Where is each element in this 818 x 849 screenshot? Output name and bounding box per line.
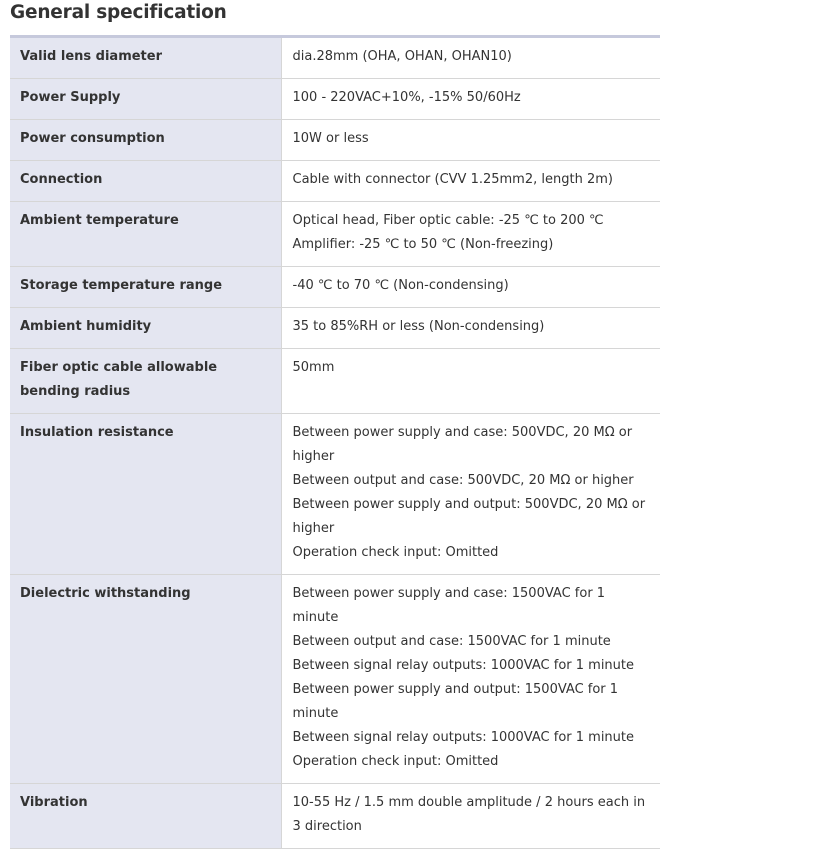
spec-value-line: 10W or less [292, 131, 369, 146]
spec-value [281, 308, 660, 349]
spec-label: Ambient humidity [10, 308, 281, 349]
table-row [10, 414, 660, 575]
spec-value-line: Amplifier: -25 ℃ to 50 ℃ (Non-freezing) [292, 237, 554, 252]
spec-label: Storage temperature range [10, 267, 281, 308]
table-row [10, 79, 660, 120]
spec-value-line: Optical head, Fiber optic cable: -25 ℃ to 200 ℃ [292, 213, 604, 228]
spec-label: Dielectric withstanding [10, 575, 281, 784]
spec-label: Valid lens diameter [10, 38, 281, 79]
spec-value-line: 10-55 Hz / 1.5 mm double amplitude / 2 hours each in 3 direction [292, 795, 646, 834]
spec-value-line: 100 - 220VAC+10%, -15% 50/60Hz [292, 90, 521, 105]
spec-value [281, 349, 660, 414]
spec-value-line: -40 ℃ to 70 ℃ (Non-condensing) [292, 278, 509, 293]
spec-value-line: Operation check input: Omitted [292, 754, 499, 769]
table-row [10, 308, 660, 349]
spec-label: Fiber optic cable allowable bending radius [10, 349, 281, 414]
spec-value [281, 120, 660, 161]
table-row [10, 161, 660, 202]
spec-value-line: Between power supply and case: 500VDC, 20 MΩ or higher [292, 425, 633, 464]
spec-value-line: Between output and case: 1500VAC for 1 minute [292, 634, 611, 649]
table-row [10, 575, 660, 784]
spec-label: Insulation resistance [10, 414, 281, 575]
spec-value [281, 267, 660, 308]
table-row [10, 267, 660, 308]
spec-value-line: 50mm [292, 360, 335, 375]
spec-label: Power consumption [10, 120, 281, 161]
spec-label: Vibration [10, 784, 281, 849]
spec-value-line: Operation check input: Omitted [292, 545, 499, 560]
spec-value-line: Cable with connector (CVV 1.25mm2, length 2m) [292, 172, 613, 187]
spec-value-line: Between signal relay outputs: 1000VAC for 1 minute [292, 658, 635, 673]
spec-value [281, 79, 660, 120]
spec-value-line: Between signal relay outputs: 1000VAC for 1 minute [292, 730, 635, 745]
spec-value [281, 38, 660, 79]
spec-label: Power Supply [10, 79, 281, 120]
table-row [10, 120, 660, 161]
spec-value [281, 161, 660, 202]
table-row [10, 349, 660, 414]
spec-value-line: 35 to 85%RH or less (Non-condensing) [292, 319, 545, 334]
spec-value-line: Between power supply and output: 1500VAC for 1 minute [292, 682, 619, 721]
spec-value [281, 202, 660, 267]
spec-table-body [10, 38, 660, 849]
spec-value-line: dia.28mm (OHA, OHAN, OHAN10) [292, 49, 512, 64]
spec-value [281, 414, 660, 575]
table-row [10, 784, 660, 849]
spec-value-line: Between power supply and output: 500VDC, 20 MΩ or higher [292, 497, 646, 536]
table-row [10, 202, 660, 267]
spec-value-line: Between power supply and case: 1500VAC for 1 minute [292, 586, 606, 625]
spec-label: Ambient temperature [10, 202, 281, 267]
spec-table [10, 38, 660, 849]
page-title: General specification [10, 2, 227, 23]
table-row [10, 38, 660, 79]
spec-value [281, 575, 660, 784]
spec-value [281, 784, 660, 849]
spec-label: Connection [10, 161, 281, 202]
spec-value-line: Between output and case: 500VDC, 20 MΩ or higher [292, 473, 634, 488]
